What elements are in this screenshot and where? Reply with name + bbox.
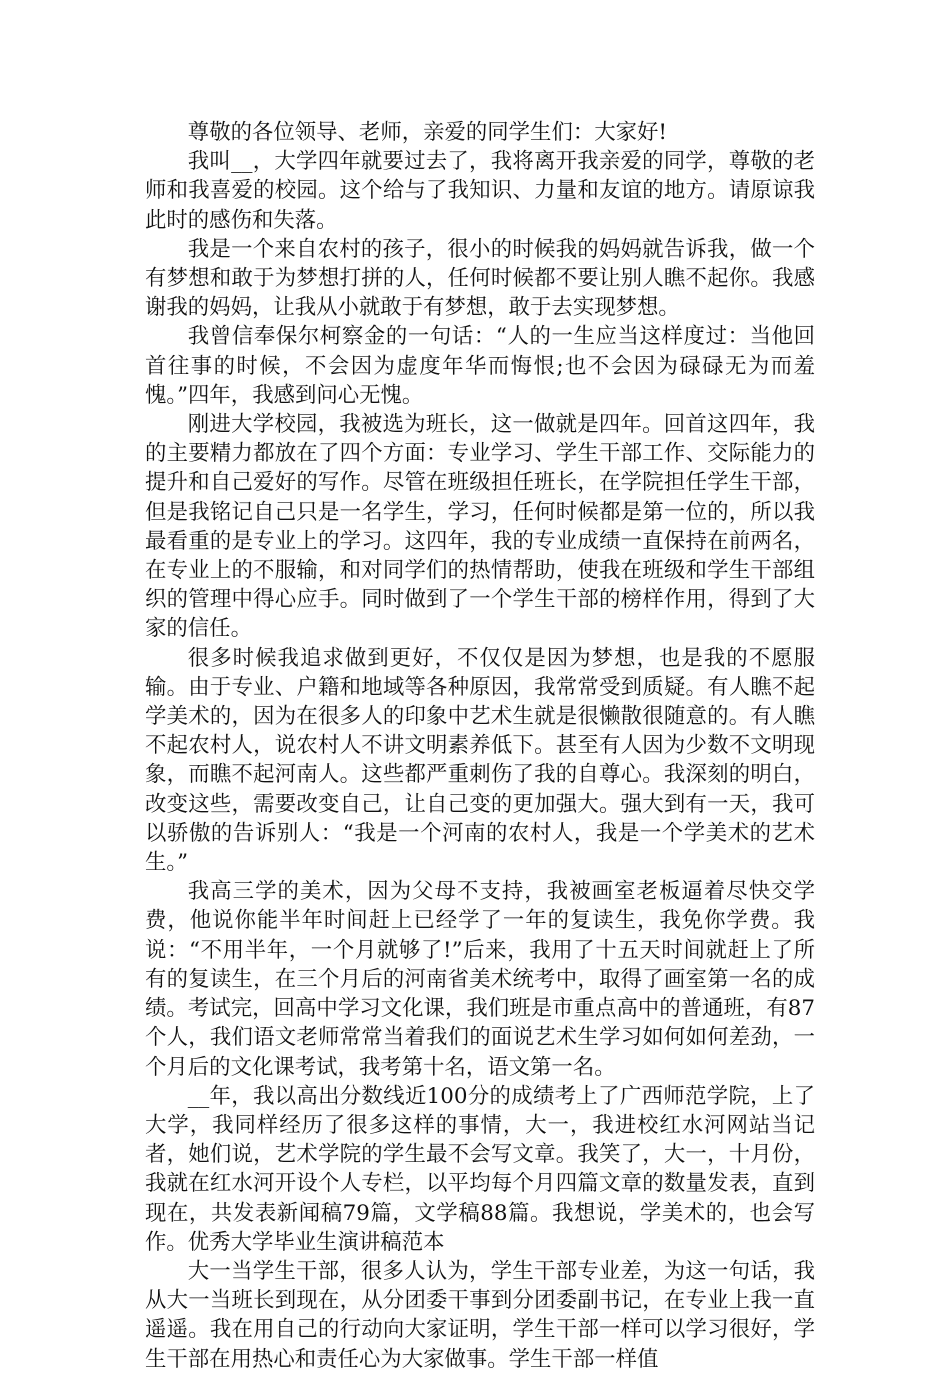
- paragraph-greeting: 尊敬的各位领导、老师，亲爱的同学生们：大家好!: [187, 120, 667, 145]
- paragraph-quote: 我曾信奉保尔柯察金的一句话：“人的一生应当这样度过：当他回首往事的时候，不会因为虚度年华而悔恨;也不会因为碌碌无为而羞愧。”四年，我感到问心无愧。: [145, 324, 815, 408]
- document-body: [145, 118, 815, 1374]
- paragraph-university: __年，我以高出分数线近100分的成绩考上了广西师范学院，上了大学，我同样经历了很多这样的事情，大一，我进校红水河网站当记者，她们说，艺术学院的学生最不会写文章。我笑了，大一，十月份，我就在红水河开设个人专栏，以平均每个月四篇文章的数量发表，直到现在，共发表新闻稿79篇，文学稿88篇。我想说，学美术的，也会写作。优秀大学毕业生演讲稿范本: [145, 1083, 815, 1255]
- paragraph-student-cadre: 大一当学生干部，很多人认为，学生干部专业差，为这一句话，我从大一当班长到现在，从分团委干事到分团委副书记，在专业上我一直遥遥。我在用自己的行动向大家证明，学生干部一样可以学习很好，学生干部在用热心和责任心为大家做事。学生干部一样值: [145, 1258, 815, 1372]
- paragraph-art-study: 我高三学的美术，因为父母不支持，我被画室老板逼着尽快交学费，他说你能半年时间赶上已经学了一年的复读生，我免你学费。我说：“不用半年，一个月就够了!”后来，我用了十五天时间就赶上了所有的复读生，在三个月后的河南省美术统考中，取得了画室第一名的成绩。考试完，回高中学习文化课，我们班是市重点高中的普通班，有87个人，我们语文老师常常当着我们的面说艺术生学习如何如何差劲，一个月后的文化课考试，我考第十名，语文第一名。: [145, 879, 815, 1080]
- paragraph-not-give-up: 很多时候我追求做到更好，不仅仅是因为梦想，也是我的不愿服输。由于专业、户籍和地域等各种原因，我常常受到质疑。有人瞧不起学美术的，因为在很多人的印象中艺术生就是很懒散很随意的。有人瞧不起农村人，说农村人不讲文明素养低下。甚至有人因为少数不文明现象，而瞧不起河南人。这些都严重刺伤了我的自尊心。我深刻的明白，改变这些，需要改变自己，让自己变的更加强大。强大到有一天，我可以骄傲的告诉别人：“我是一个河南的农村人，我是一个学美术的艺术生。”: [145, 645, 815, 876]
- paragraph-intro: 我叫__，大学四年就要过去了，我将离开我亲爱的同学，尊敬的老师和我喜爱的校园。这个给与了我知识、力量和友谊的地方。请原谅我此时的感伤和失落。: [145, 149, 815, 233]
- paragraph-origin: 我是一个来自农村的孩子，很小的时候我的妈妈就告诉我，做一个有梦想和敢于为梦想打拼的人，任何时候都不要让别人瞧不起你。我感谢我的妈妈，让我从小就敢于有梦想，敢于去实现梦想。: [145, 236, 815, 321]
- paragraph-class-monitor: 刚进大学校园，我被选为班长，这一做就是四年。回首这四年，我的主要精力都放在了四个方面：专业学习、学生干部工作、交际能力的提升和自己爱好的写作。尽管在班级担任班长，在学院担任学生干部，但是我铭记自己只是一名学生，学习，任何时候都是第一位的，所以我最看重的是专业上的学习。这四年，我的专业成绩一直保持在前两名，在专业上的不服输，和对同学们的热情帮助，使我在班级和学生干部组织的管理中得心应手。同时做到了一个学生干部的榜样作用，得到了大家的信任。: [145, 412, 815, 642]
